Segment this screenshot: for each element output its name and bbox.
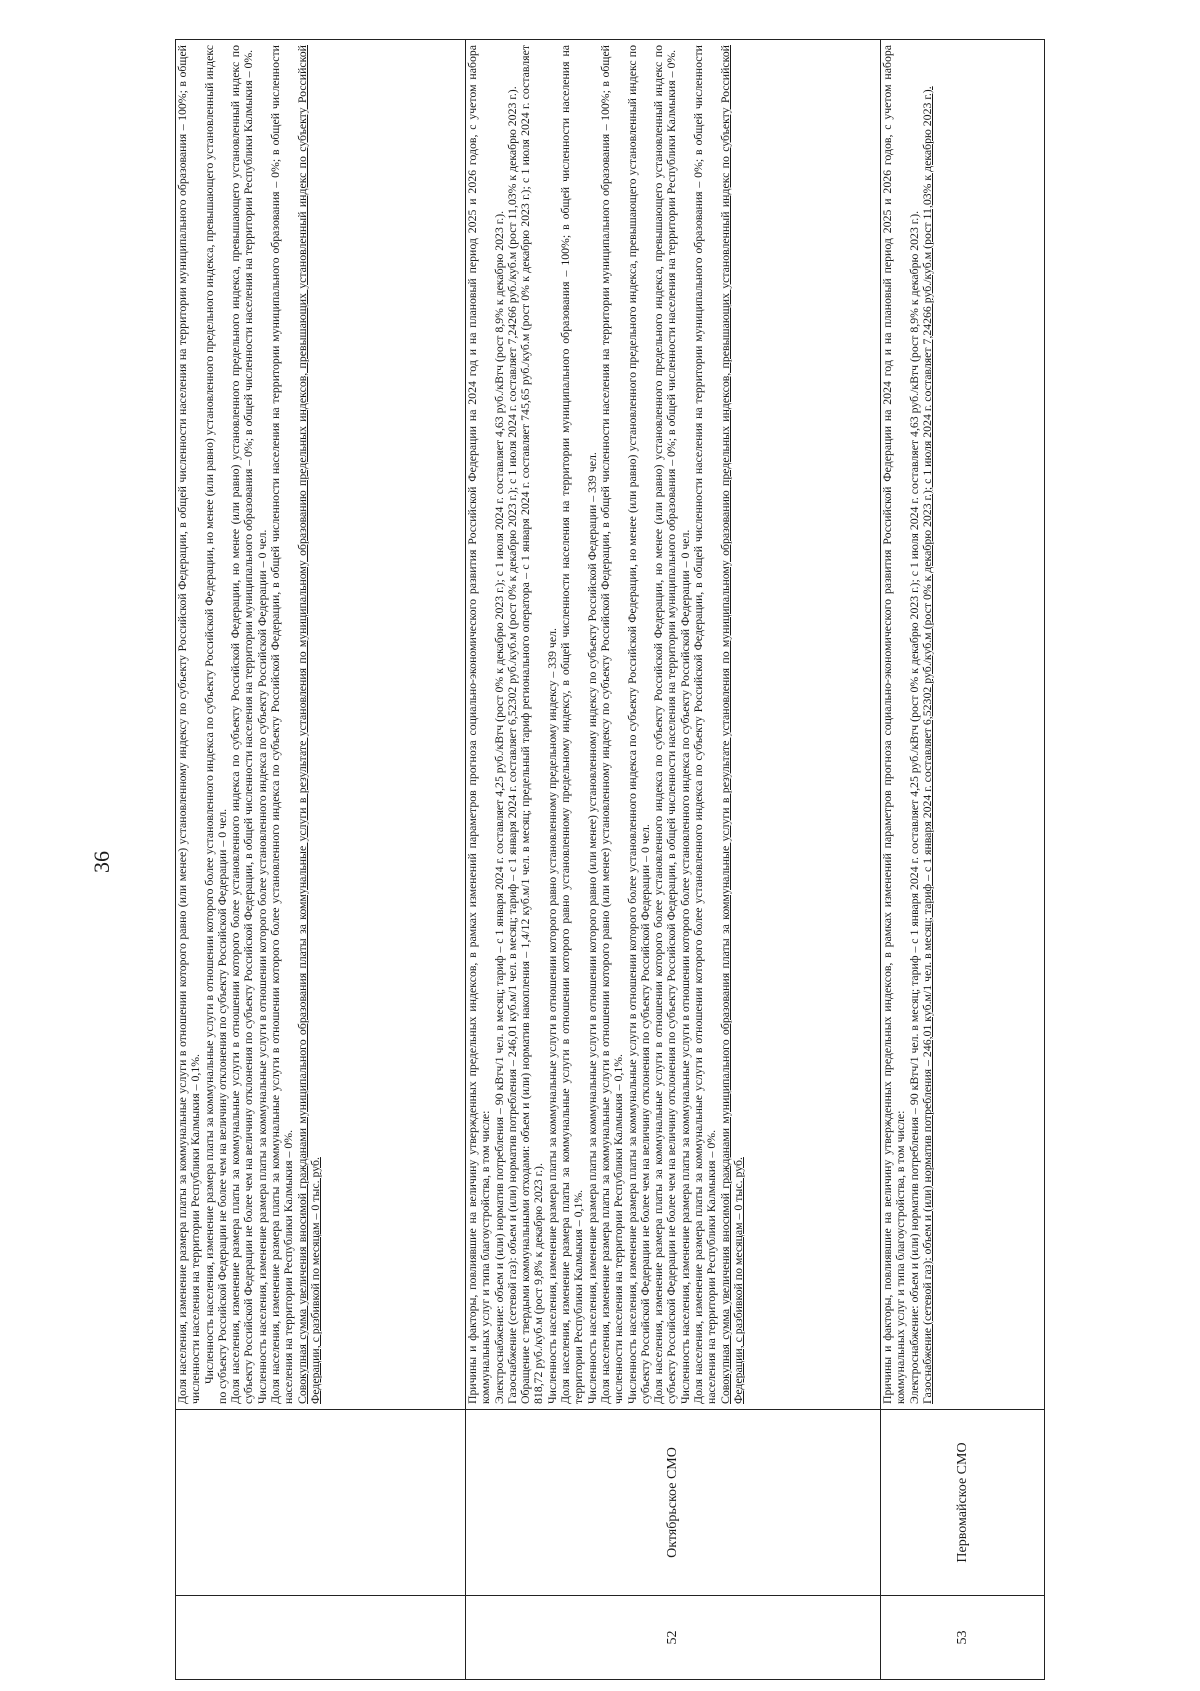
table-row <box>881 40 1045 1680</box>
paragraph: Совокупная сумма увеличения вносимой гражданами муниципального образования платы за коммунальные услуги в результате установления по муниципальному образованию предельных индексов, превышающих установленный индекс по субъекту Российской Федерации, с разбивкой по месяцам – 0 тыс. руб. <box>294 45 322 1404</box>
paragraph: Доля населения, изменение размера платы за коммунальные услуги в отношении которого более установленного индекса по субъекту Российской Федерации, в общей численности населения на территории муниципального образования – 0%; в общей численности населения на территории Республики Калмыкия – 0%. <box>691 45 719 1404</box>
row-description <box>176 40 466 1410</box>
paragraph: Причины и факторы, повлиявшие на величину утвержденных предельных индексов, в рамках изменений параметров прогноза социально-экономического развития Российской Федерации на 2024 год и на плановый период 2025 и 2026 годов, с учетом набора коммунальных услуг и типа благоустройства, в том числе: <box>465 45 493 1404</box>
paragraph: Причины и факторы, повлиявшие на величину утвержденных предельных индексов, в рамках изменений параметров прогноза социально-экономического развития Российской Федерации на 2024 год и на плановый период 2025 и 2026 годов, с учетом набора коммунальных услуг и типа благоустройства, в том числе: <box>880 45 908 1404</box>
row-number <box>176 1596 466 1680</box>
paragraph: Доля населения, изменение размера платы за коммунальные услуги в отношении которого более установленного индекса по субъекту Российской Федерации, но менее (или равно) установленного предельного индекса, превышающего установленный индекс по субъекту Российской Федерации не более чем на величину отклонения по субъекту Российской Федерации, в общей численности населения на территории муниципального образования – 0%; в общей численности населения на территории Республики Калмыкия – 0%. <box>651 45 679 1404</box>
paragraph: Электроснабжение: объем и (или) норматив потребления – 90 кВтч/1 чел. в месяц; тариф – с 1 января 2024 г. составляет 4,25 руб./кВтч (рост 0% к декабрю 2023 г.); с 1 июля 2024 г. составляет 4,63 руб./кВтч (рост 8,9% к декабрю 2023 г.). <box>491 210 506 1404</box>
paragraph: Газоснабжение (сетевой газ): объем и (или) норматив потребления – 246,01 куб.м/1 чел. в месяц; тариф – с 1 января 2024 г. составляет 6,52302 руб./куб.м (рост 0% к декабрю 2023 г.); с 1 июля 2024 г. составляет 7,24266 руб./куб.м (рост 11,03% к декабрю 2023 г.). <box>919 86 934 1404</box>
paragraph: Доля населения, изменение размера платы за коммунальные услуги в отношении которого более установленного индекса по субъекту Российской Федерации, в общей численности населения на территории муниципального образования – 0%; в общей численности населения на территории Республики Калмыкия – 0%. <box>268 45 296 1404</box>
paragraph: Обращение с твердыми коммунальными отходами: объем и (или) норматив накопления – 1,4/12 куб.м/1 чел. в месяц; предельный тариф регионального оператора – с 1 января 2024 г. составляет 745,65 руб./куб.м (рост 0% к декабрю 2023 г.); с 1 июля 2024 г. составляет 818,72 руб./куб.м (рост 9,8% к декабрю 2023 г.). <box>518 45 546 1404</box>
paragraph: Численность населения, изменение размера платы за коммунальные услуги в отношении которого более установленного индекса по субъекту Российской Федерации – 0 чел. <box>254 529 269 1404</box>
paragraph: Численность населения, изменение размера платы за коммунальные услуги в отношении которого более установленного индекса по субъекту Российской Федерации – 0 чел. <box>677 529 692 1404</box>
municipality-name: Октябрьское СМО <box>466 1410 881 1596</box>
paragraph: Численность населения, изменение размера платы за коммунальные услуги в отношении которого более установленного индекса по субъекту Российской Федерации, но менее (или равно) установленного предельного индекса, превышающего установленный индекс по субъекту Российской Федерации не более чем на величину отклонения по субъекту Российской Федерации – 0 чел. <box>201 45 229 1404</box>
municipality-name: Первомайское СМО <box>881 1410 1045 1596</box>
rotated-content <box>175 40 1045 1680</box>
paragraph: Электроснабжение: объем и (или) норматив потребления – 90 кВтч/1 чел. в месяц; тариф – с 1 января 2024 г. составляет 4,25 руб./кВтч (рост 0% к декабрю 2023 г.); с 1 июля 2024 г. составляет 4,63 руб./кВтч (рост 8,9% к декабрю 2023 г.). <box>906 210 921 1404</box>
table-row <box>466 40 881 1680</box>
row-number: 53 <box>881 1596 1045 1680</box>
row-description <box>466 40 881 1410</box>
table-row <box>176 40 466 1680</box>
paragraph: Совокупная сумма увеличения вносимой гражданами муниципального образования платы за коммунальные услуги в результате установления по муниципальному образованию предельных индексов, превышающих установленный индекс по субъекту Российской Федерации, с разбивкой по месяцам – 0 тыс. руб. <box>717 45 745 1404</box>
row-description <box>881 40 1045 1410</box>
paragraph: Доля населения, изменение размера платы за коммунальные услуги в отношении которого равно (или менее) установленному индексу по субъекту Российской Федерации, в общей численности населения на территории муниципального образования – 100%; в общей численности населения на территории Республики Калмыкия – 0,1%. <box>597 45 626 1404</box>
paragraph: Численность населения, изменение размера платы за коммунальные услуги в отношении которого более установленного индекса по субъекту Российской Федерации, но менее (или равно) установленного предельного индекса, превышающего установленный индекс по субъекту Российской Федерации не более чем на величину отклонения по субъекту Российской Федерации – 0 чел. <box>624 45 652 1404</box>
municipality-name <box>176 1410 466 1596</box>
paragraph: Численность населения, изменение размера платы за коммунальные услуги в отношении которого равно (или менее) установленному индексу по субъекту Российской Федерации – 339 чел. <box>584 452 599 1404</box>
row-number: 52 <box>466 1596 881 1680</box>
paragraph: Доля населения, изменение размера платы за коммунальные услуги в отношении которого равно (или менее) установленному индексу по субъекту Российской Федерации, в общей численности населения на территории муниципального образования – 100%; в общей численности населения на территории Республики Калмыкия – 0,1%. <box>175 45 203 1404</box>
paragraph: Численность населения, изменение размера платы за коммунальные услуги в отношении которого равно установленному предельному индексу – 339 чел. <box>544 628 559 1404</box>
paragraph: Доля населения, изменение размера платы за коммунальные услуги в отношении которого более установленного индекса по субъекту Российской Федерации, но менее (или равно) установленного предельного индекса, превышающего установленный индекс по субъекту Российской Федерации не более чем на величину отклонения по субъекту Российской Федерации, в общей численности населения на территории муниципального образования – 0%; в общей численности населения на территории Республики Калмыкия – 0%. <box>228 45 256 1404</box>
paragraph: Газоснабжение (сетевой газ): объем и (или) норматив потребления – 246,01 куб.м/1 чел. в месяц; тариф – с 1 января 2024 г. составляет 6,52302 руб./куб.м (рост 0% к декабрю 2023 г.); с 1 июля 2024 г. составляет 7,24266 руб./куб.м (рост 11,03% к декабрю 2023 г.). <box>504 86 519 1404</box>
data-table <box>175 39 1045 1680</box>
page-number: 36 <box>89 851 114 873</box>
paragraph: Доля населения, изменение размера платы за коммунальные услуги в отношении которого равно установленному предельному индексу, в общей численности населения на территории муниципального образования – 100%; в общей численности населения на территории Республики Калмыкия – 0,1%. <box>558 45 586 1404</box>
